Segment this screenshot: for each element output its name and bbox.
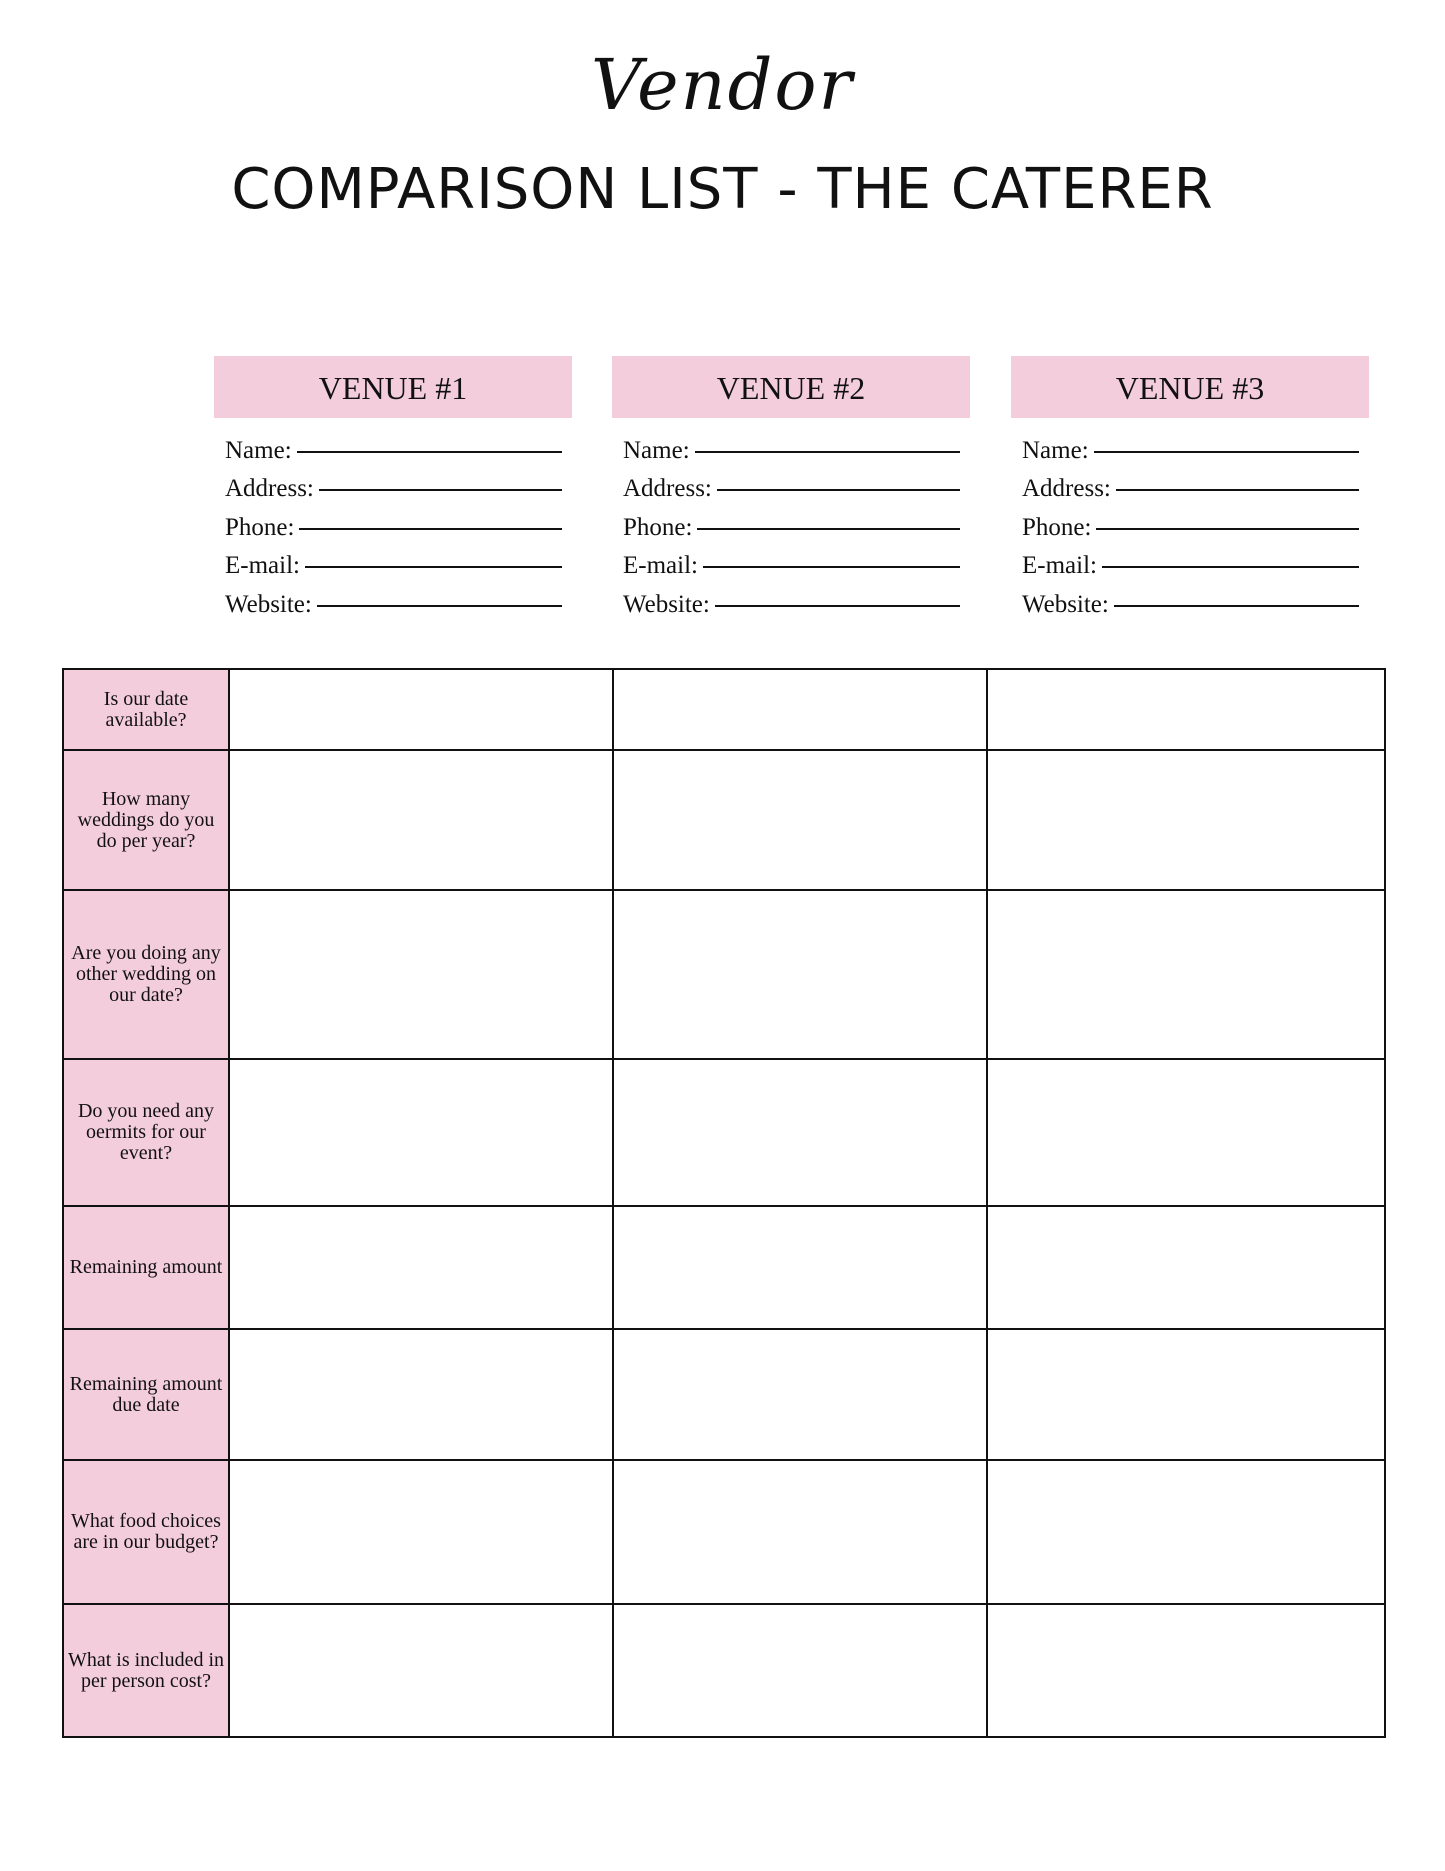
question-cell: What is included in per person cost?: [63, 1604, 229, 1737]
field-label: E-mail:: [1022, 552, 1097, 579]
field-label: Website:: [623, 590, 710, 618]
answer-cell-venue-2[interactable]: [613, 1460, 987, 1604]
answer-cell-venue-3[interactable]: [987, 1460, 1385, 1604]
venue-card-1: [214, 356, 572, 619]
field-label: Phone:: [623, 513, 693, 541]
phone-field[interactable]: [1022, 503, 1359, 542]
write-line[interactable]: [1094, 451, 1359, 453]
script-title: Vendor: [590, 44, 855, 126]
answer-cell-venue-3[interactable]: [987, 1206, 1385, 1329]
table-row: [63, 1329, 1385, 1460]
table-row: [63, 1206, 1385, 1329]
venue-header: VENUE #1: [214, 356, 572, 418]
answer-cell-venue-3[interactable]: [987, 669, 1385, 750]
website-field[interactable]: [623, 580, 960, 619]
field-label: Website:: [1022, 590, 1109, 618]
field-label: E-mail:: [623, 552, 698, 579]
write-line[interactable]: [299, 528, 562, 530]
write-line[interactable]: [1096, 528, 1359, 530]
answer-cell-venue-1[interactable]: [229, 890, 613, 1059]
page-title: COMPARISON LIST - THE CATERER: [231, 157, 1214, 222]
field-label: Phone:: [225, 513, 295, 541]
address-field[interactable]: [1022, 465, 1359, 504]
write-line[interactable]: [317, 605, 562, 607]
answer-cell-venue-3[interactable]: [987, 1059, 1385, 1206]
question-cell: Are you doing any other wedding on our date?: [63, 890, 229, 1059]
write-line[interactable]: [1114, 605, 1359, 607]
venue-card-2: [612, 356, 970, 619]
name-field[interactable]: [623, 426, 960, 465]
table-row: [63, 669, 1385, 750]
write-line[interactable]: [1116, 489, 1359, 491]
field-label: Name:: [623, 436, 690, 464]
name-field[interactable]: [1022, 426, 1359, 465]
email-field[interactable]: [623, 542, 960, 581]
write-line[interactable]: [715, 605, 960, 607]
website-field[interactable]: [1022, 580, 1359, 619]
question-cell: How many weddings do you do per year?: [63, 750, 229, 890]
question-cell: Do you need any oermits for our event?: [63, 1059, 229, 1206]
question-cell: What food choices are in our budget?: [63, 1460, 229, 1604]
answer-cell-venue-2[interactable]: [613, 1604, 987, 1737]
question-cell: Remaining amount due date: [63, 1329, 229, 1460]
email-field[interactable]: [225, 542, 562, 581]
answer-cell-venue-1[interactable]: [229, 1604, 613, 1737]
venue-card-3: [1011, 356, 1369, 619]
answer-cell-venue-1[interactable]: [229, 1059, 613, 1206]
field-label: Name:: [1022, 436, 1089, 464]
answer-cell-venue-1[interactable]: [229, 1460, 613, 1604]
field-label: Address:: [1022, 475, 1111, 502]
field-label: Address:: [225, 475, 314, 502]
table-row: [63, 890, 1385, 1059]
write-line[interactable]: [697, 528, 960, 530]
table-row: [63, 1059, 1385, 1206]
field-label: Name:: [225, 436, 292, 464]
question-cell: Remaining amount: [63, 1206, 229, 1329]
field-label: Address:: [623, 475, 712, 502]
answer-cell-venue-2[interactable]: [613, 669, 987, 750]
answer-cell-venue-1[interactable]: [229, 1329, 613, 1460]
name-field[interactable]: [225, 426, 562, 465]
field-label: E-mail:: [225, 552, 300, 579]
email-field[interactable]: [1022, 542, 1359, 581]
field-label: Phone:: [1022, 513, 1092, 541]
venue-header: VENUE #3: [1011, 356, 1369, 418]
write-line[interactable]: [305, 566, 562, 568]
phone-field[interactable]: [623, 503, 960, 542]
write-line[interactable]: [1102, 566, 1359, 568]
table-row: [63, 750, 1385, 890]
answer-cell-venue-3[interactable]: [987, 1329, 1385, 1460]
field-label: Website:: [225, 590, 312, 618]
phone-field[interactable]: [225, 503, 562, 542]
answer-cell-venue-3[interactable]: [987, 890, 1385, 1059]
write-line[interactable]: [703, 566, 960, 568]
address-field[interactable]: [623, 465, 960, 504]
table-row: [63, 1604, 1385, 1737]
question-cell: Is our date available?: [63, 669, 229, 750]
table-row: [63, 1460, 1385, 1604]
write-line[interactable]: [297, 451, 562, 453]
write-line[interactable]: [695, 451, 960, 453]
answer-cell-venue-3[interactable]: [987, 750, 1385, 890]
answer-cell-venue-2[interactable]: [613, 890, 987, 1059]
write-line[interactable]: [319, 489, 562, 491]
answer-cell-venue-2[interactable]: [613, 1329, 987, 1460]
comparison-table: [62, 668, 1386, 1738]
write-line[interactable]: [717, 489, 960, 491]
website-field[interactable]: [225, 580, 562, 619]
venue-header: VENUE #2: [612, 356, 970, 418]
answer-cell-venue-1[interactable]: [229, 669, 613, 750]
answer-cell-venue-3[interactable]: [987, 1604, 1385, 1737]
answer-cell-venue-2[interactable]: [613, 750, 987, 890]
answer-cell-venue-2[interactable]: [613, 1059, 987, 1206]
address-field[interactable]: [225, 465, 562, 504]
answer-cell-venue-2[interactable]: [613, 1206, 987, 1329]
answer-cell-venue-1[interactable]: [229, 1206, 613, 1329]
answer-cell-venue-1[interactable]: [229, 750, 613, 890]
